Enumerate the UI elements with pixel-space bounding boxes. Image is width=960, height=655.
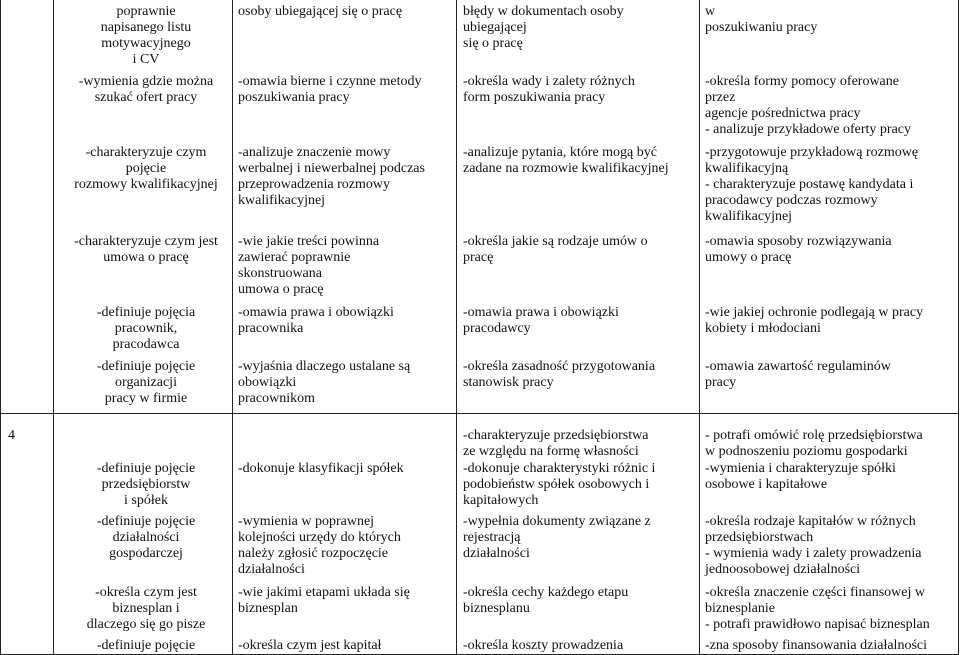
bottom-col3-text: -określa koszty prowadzenia bbox=[463, 638, 624, 653]
bottom-col3-text: -dokonuje charakterystyki różnic i podobieństw spółek osobowych i kapitałowych bbox=[463, 461, 656, 508]
top-col3-text: -analizuje pytania, które mogą być zadane na rozmowie kwalifikacyjnej bbox=[463, 145, 669, 176]
bottom-col4-text: -wymienia i charakteryzuje spółki osobowe i kapitałowe bbox=[705, 461, 896, 492]
top-col2-text: -wie jakie treści powinna zawierać poprawnie skonstruowana umowa o pracę bbox=[238, 234, 380, 297]
column-divider bbox=[53, 0, 54, 655]
top-col2-text: -omawia prawa i obowiązki pracownika bbox=[238, 305, 394, 336]
bottom-col3-text: -charakteryzuje przedsiębiorstwa ze względu na formę własności bbox=[463, 428, 649, 459]
top-col4-text: -przygotowuje przykładową rozmowę kwalifikacyjną - charakteryzuje postawę kandydata i pracodawcy podczas rozmowy kwalifikacyjnej bbox=[705, 145, 919, 224]
bottom-col1-text: -definiuje pojęcie przedsiębiorstw i spółek bbox=[96, 461, 196, 508]
top-col1-text: -definiuje pojęcia pracownik, pracodawca bbox=[96, 305, 196, 352]
table-left-border bbox=[0, 0, 1, 655]
top-col4-text: w poszukiwaniu pracy bbox=[705, 4, 818, 35]
bottom-col2-text: -wymienia w poprawnej kolejności urzędy do których należy zgłosić rozpoczęcie działalności bbox=[238, 514, 401, 577]
bottom-col3-text: -określa cechy każdego etapu biznesplanu bbox=[463, 585, 629, 616]
bottom-col4-text: -określa rodzaje kapitałów w różnych przedsiębiorstwach - wymienia wady i zalety prowadzenia jednoosobowej działalności bbox=[705, 514, 922, 577]
row-divider bbox=[0, 413, 959, 414]
top-col1-text: poprawnie napisanego listu motywacyjnego i CV bbox=[100, 4, 192, 67]
top-col3-text: -określa jakie są rodzaje umów o pracę bbox=[463, 234, 648, 265]
bottom-col2-text: -określa czym jest kapitał bbox=[238, 638, 382, 653]
top-col1-text: -wymienia gdzie można szukać ofert pracy bbox=[78, 74, 214, 105]
top-col1-text: -charakteryzuje czym jest umowa o pracę bbox=[74, 234, 218, 265]
bottom-col1-text: -definiuje pojęcie bbox=[96, 638, 196, 653]
top-col2-text: osoby ubiegającej się o pracę bbox=[238, 4, 403, 19]
bottom-col3-text: -wypełnia dokumenty związane z rejestracją działalności bbox=[463, 514, 651, 561]
top-col2-text: -wyjaśnia dlaczego ustalane są obowiązki pracownikom bbox=[238, 359, 411, 406]
top-col2-text: -omawia bierne i czynne metody poszukiwania pracy bbox=[238, 74, 422, 105]
top-col1-text: -charakteryzuje czym pojęcie rozmowy kwalifikacyjnej bbox=[74, 145, 218, 192]
top-col4-text: -wie jakiej ochronie podlegają w pracy kobiety i młodociani bbox=[705, 305, 924, 336]
bottom-col4-text: - potrafi omówić rolę przedsiębiorstwa w podnoszeniu poziomu gospodarki bbox=[705, 428, 923, 459]
bottom-col1-text: -określa czym jest biznesplan i dlaczego się go pisze bbox=[86, 585, 206, 632]
top-col4-text: -określa formy pomocy oferowane przez agencje pośrednictwa pracy - analizuje przykładowe oferty pracy bbox=[705, 74, 912, 137]
row-number: 4 bbox=[8, 428, 15, 443]
top-col3-text: -określa wady i zalety różnych form poszukiwania pracy bbox=[463, 74, 635, 105]
top-col1-text: -definiuje pojęcie organizacji pracy w firmie bbox=[96, 359, 196, 406]
top-col4-text: -omawia sposoby rozwiązywania umowy o pracę bbox=[705, 234, 892, 265]
bottom-col4-text: -określa znaczenie części finansowej w biznesplanie - potrafi prawidłowo napisać biznesplan bbox=[705, 585, 930, 632]
bottom-col1-text: -definiuje pojęcie działalności gospodarczej bbox=[96, 514, 196, 561]
bottom-col2-text: -dokonuje klasyfikacji spółek bbox=[238, 461, 404, 476]
top-col4-text: -omawia zawartość regulaminów pracy bbox=[705, 359, 891, 390]
column-divider bbox=[232, 0, 233, 655]
bottom-col4-text: -zna sposoby finansowania działalności bbox=[705, 638, 927, 653]
column-divider bbox=[699, 0, 700, 655]
bottom-col2-text: -wie jakimi etapami układa się biznesplan bbox=[238, 585, 410, 616]
top-col3-text: błędy w dokumentach osoby ubiegającej się o pracę bbox=[463, 4, 624, 51]
top-col3-text: -określa zasadność przygotowania stanowisk pracy bbox=[463, 359, 656, 390]
top-col2-text: -analizuje znaczenie mowy werbalnej i niewerbalnej podczas przeprowadzenia rozmowy kwalifikacyjnej bbox=[238, 145, 425, 208]
table-right-border bbox=[958, 0, 959, 655]
top-col3-text: -omawia prawa i obowiązki pracodawcy bbox=[463, 305, 619, 336]
